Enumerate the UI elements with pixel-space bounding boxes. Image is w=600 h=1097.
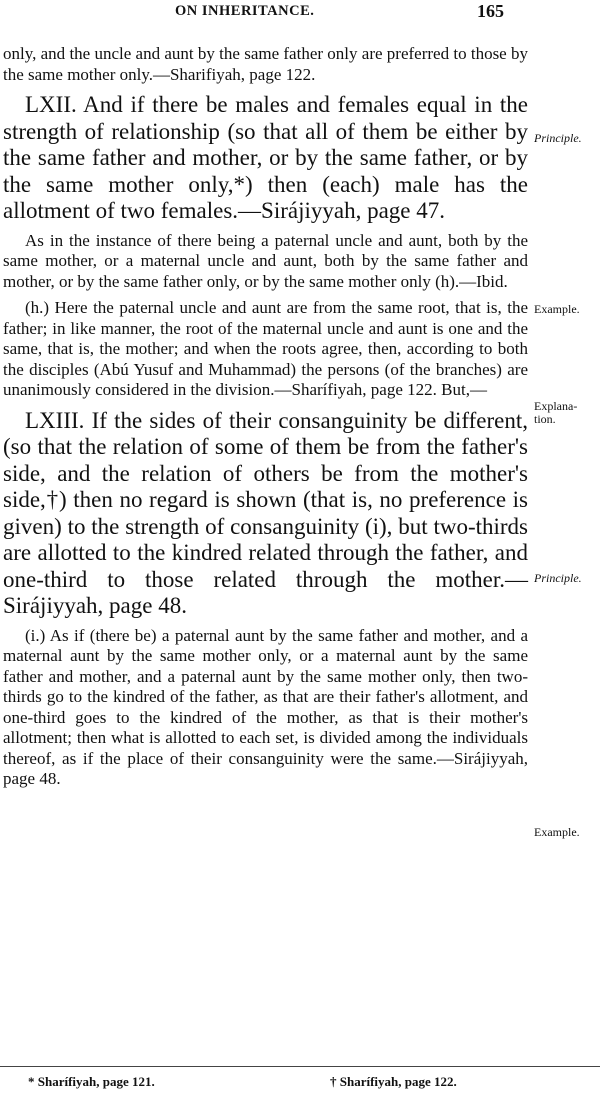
running-head: ON INHERITANCE.	[175, 3, 315, 19]
principle-lxii: LXII. And if there be males and females equal in the strength of relationship (so that all of them be either by the same father and mother, or by the same father, or by the same mother only,*) then (each) male has the allotment of two females.—Sirájiyyah, page 47.	[3, 92, 528, 223]
page-number: 165	[477, 1, 504, 21]
example-paragraph-i: (i.) As if (there be) a paternal aunt by the same father and mother, and a maternal aunt by the same mother only, or a maternal aunt by the same father and mother, and a paternal aunt by the same mother only, then two-thirds go to the kindred of the father, as that are their father's allotment, and one-third goes to the kindred of the mother, as that is their mother's allotment; then what is allotted to each set, is divided among the individuals thereof, as if the place of their consanguinity were the same.—Sirájiyyah, page 48.	[3, 625, 528, 788]
page-header	[0, 0, 600, 26]
sidenote-example-2: Example.	[534, 825, 580, 839]
sidenote-principle-2: Principle.	[534, 571, 582, 585]
footnote-2: † Sharífiyah, page 122.	[330, 1074, 457, 1089]
explanation-paragraph-h: (h.) Here the paternal uncle and aunt are from the same root, that is, the father; in like manner, the root of the maternal uncle and aunt is one and the same, that is, the mother; and when the roots agree, then, according to both the disciples (Abú Yusuf and Muhammad) the persons (of the branches) are unanimously considered in the division.—Sharífiyah, page 122. But,—	[3, 298, 528, 399]
example-paragraph: As in the instance of there being a paternal uncle and aunt, both by the same mother, or a maternal uncle and aunt, both by the same father and mother, or by the same father only, or by the same mother only (h).—Ibid.	[3, 230, 528, 291]
sidenote-example: Example.	[534, 302, 580, 316]
footnote-1: * Sharífiyah, page 121.	[28, 1074, 155, 1089]
sidenote-explanation: Explana- tion.	[534, 399, 578, 426]
sidenote-principle: Principle.	[534, 131, 582, 145]
footnote-rule	[0, 1066, 600, 1067]
principle-lxiii: LXIII. If the sides of their consanguinity be different, (so that the relation of some of them be from the father's side, and the relation of others be from the mother's side,†) then no regard is shown (that is, no preference is given) to the strength of consanguinity (i), but two-thirds are allotted to the kindred related through the father, and one-third to those related through the mother.—Sirájiyyah, page 48.	[3, 407, 528, 618]
main-text	[3, 44, 528, 790]
paragraph-continuation: only, and the uncle and aunt by the same father only are preferred to those by the same mother only.—Sharifiyah, page 122.	[3, 44, 528, 84]
